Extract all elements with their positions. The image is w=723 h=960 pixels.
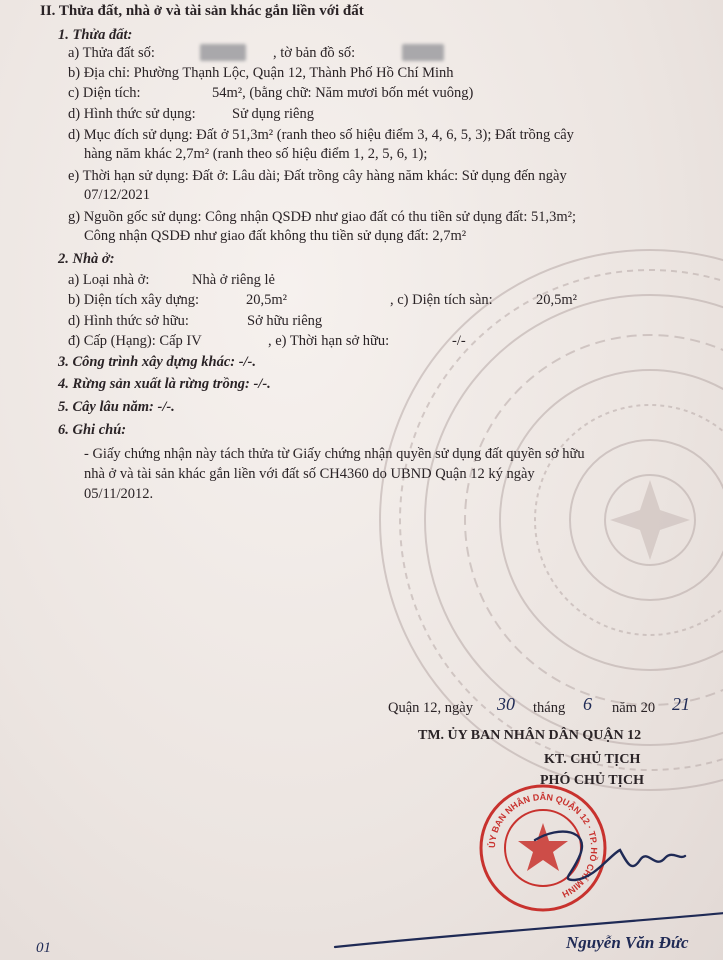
role-vice-chairman: PHÓ CHỦ TỊCH (540, 773, 644, 788)
ownership-form-label: d) Hình thức sở hữu: (68, 313, 189, 329)
note-line1: - Giấy chứng nhận này tách thửa từ Giấy chứng nhận quyền sử dụng đất quyền sở hữu (84, 446, 585, 462)
address: b) Địa chỉ: Phường Thạnh Lộc, Quận 12, Thành Phố Hồ Chí Minh (68, 65, 454, 81)
planted-forest: 4. Rừng sản xuất là rừng trồng: -/-. (58, 376, 271, 392)
usage-origin-line1: g) Nguồn gốc sử dụng: Công nhận QSDĐ như giao đất có thu tiền sử dụng đất: 51,3m²; (68, 209, 576, 225)
sign-day: 30 (497, 694, 515, 714)
notes-heading: 6. Ghi chú: (58, 422, 127, 438)
note-line3: 05/11/2012. (84, 486, 154, 502)
ownership-term-value: -/- (452, 333, 466, 349)
signer-name: Nguyễn Văn Đức (566, 933, 689, 952)
house-grade: đ) Cấp (Hạng): Cấp IV (68, 333, 202, 349)
usage-purpose-line2: hàng năm khác 2,7m² (ranh theo số hiệu điểm 1, 2, 5, 6, 1); (84, 146, 428, 162)
sign-month: 6 (583, 694, 592, 714)
house-type-value: Nhà ở riêng lẻ (192, 272, 275, 288)
usage-purpose-line1: d) Mục đích sử dụng: Đất ở 51,3m² (ranh theo số hiệu điểm 3, 4, 6, 5, 3); Đất trồng cây (68, 127, 574, 143)
signature-scribble (520, 820, 690, 900)
area-label: c) Diện tích: (68, 85, 141, 101)
sign-year: 21 (672, 694, 690, 714)
usage-form-label: d) Hình thức sử dụng: (68, 106, 196, 122)
usage-form-value: Sử dụng riêng (232, 106, 314, 122)
sign-month-label: tháng (533, 700, 566, 716)
role-kt-chairman: KT. CHỦ TỊCH (544, 752, 641, 767)
floor-area-label: , c) Diện tích sàn: (390, 292, 493, 308)
house-heading: 2. Nhà ở: (58, 251, 115, 267)
area-value: 54m², (bằng chữ: Năm mươi bốn mét vuông) (212, 85, 474, 101)
floor-area-value: 20,5m² (536, 292, 578, 308)
redacted-parcel-number (200, 44, 246, 61)
parcel-number-label: a) Thửa đất số: (68, 45, 155, 61)
sign-place: Quận 12, ngày (388, 700, 473, 716)
map-sheet-label: , tờ bản đồ số: (273, 45, 356, 61)
seal-ring-text: ỦY BAN NHÂN DÂN QUẬN 12 · TP. HỒ CHÍ MINH (486, 791, 600, 900)
corner-mark: 01 (36, 940, 51, 956)
sign-year-label: năm 20 (612, 700, 656, 716)
land-heading: 1. Thửa đất: (58, 27, 133, 43)
section-title: II. Thửa đất, nhà ở và tài sản khác gắn liền với đất (40, 3, 364, 19)
build-area-value: 20,5m² (246, 292, 288, 308)
usage-origin-line2: Công nhận QSDĐ như giao đất không thu tiền sử dụng đất: 2,7m² (84, 228, 467, 244)
issuing-org: TM. ỦY BAN NHÂN DÂN QUẬN 12 (418, 728, 642, 743)
perennial-trees: 5. Cây lâu năm: -/-. (58, 399, 175, 415)
note-line2: nhà ở và tài sản khác gắn liền với đất số CH4360 do UBND Quận 12 ký ngày (84, 466, 535, 482)
ownership-form-value: Sở hữu riêng (247, 313, 323, 329)
other-construction: 3. Công trình xây dựng khác: -/-. (58, 354, 257, 370)
usage-term-line1: e) Thời hạn sử dụng: Đất ở: Lâu dài; Đất trồng cây hàng năm khác: Sử dụng đến ngày (68, 168, 567, 184)
house-type-label: a) Loại nhà ở: (68, 272, 150, 288)
usage-term-line2: 07/12/2021 (84, 187, 151, 203)
redacted-map-sheet (402, 44, 444, 61)
build-area-label: b) Diện tích xây dựng: (68, 292, 200, 308)
ownership-term-label: , e) Thời hạn sở hữu: (268, 333, 390, 349)
